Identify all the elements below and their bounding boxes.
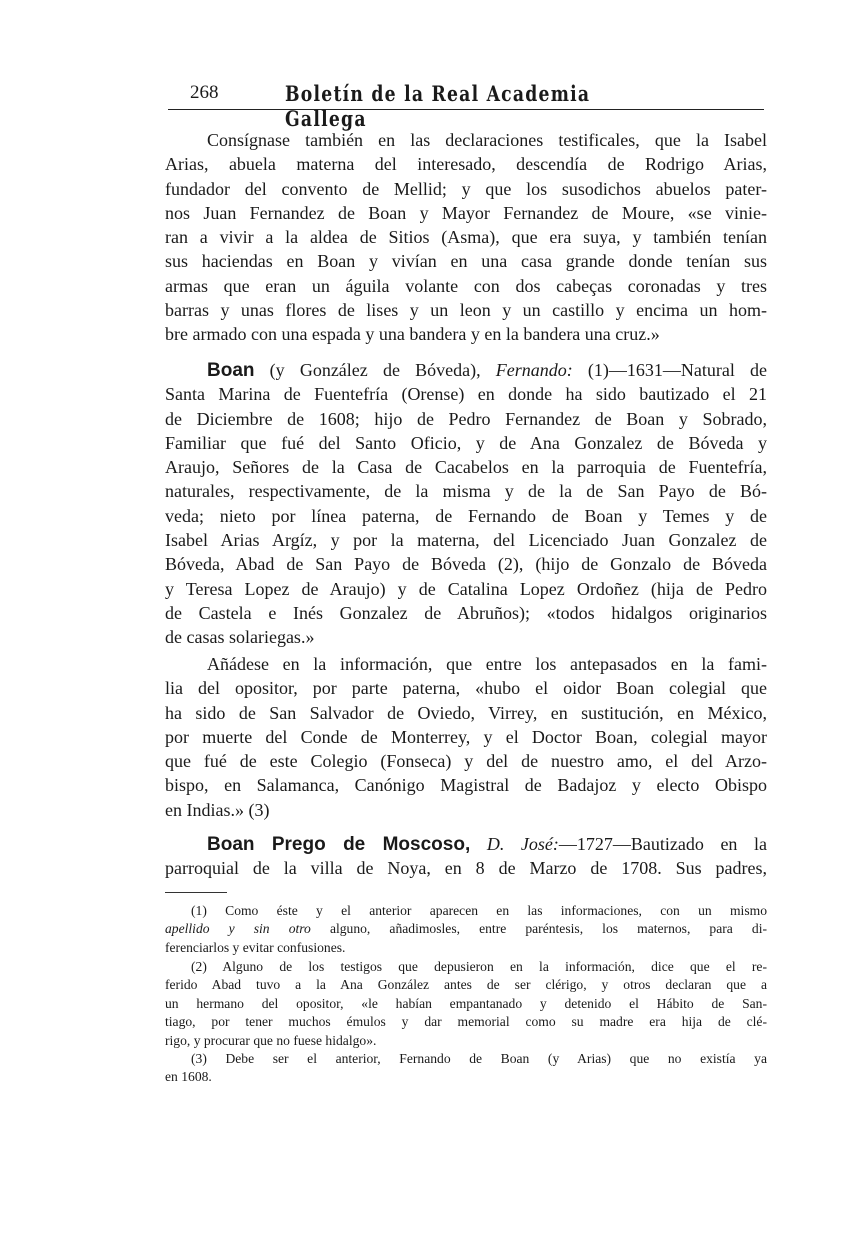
text-line: barras y unas flores de lises y un leon y un castillo y encima un hom-	[165, 300, 767, 321]
text-line: Araujo, Señores de la Casa de Cacabelos en la parroquia de Fuentefría,	[165, 457, 767, 478]
footnote-rule	[165, 892, 227, 893]
text-line: parroquial de la villa de Noya, en 8 de Marzo de 1708. Sus padres,	[165, 858, 767, 879]
text-line	[165, 920, 767, 938]
text-line: ran a vivir a la aldea de Sitios (Asma), que era suya, y también tenían	[165, 227, 767, 248]
text-line: veda; nieto por línea paterna, de Fernando de Boan y Temes y de	[165, 505, 767, 526]
text-line: Arias, abuela materna del interesado, descendía de Rodrigo Arias,	[165, 154, 767, 175]
text-line: en 1608.	[165, 1069, 212, 1085]
text-line: (2) Alguno de los testigos que depusieron en la información, dice que el re-	[191, 959, 767, 974]
paragraph-testimony	[165, 128, 767, 347]
text-line	[165, 358, 767, 382]
entry-name: Boan Prego de Moscoso,	[207, 834, 471, 855]
text-line: Bóveda, Abad de San Payo de Bóveda (2), (hijo de Gonzalo de Bóveda	[165, 554, 767, 575]
text-line	[165, 832, 767, 856]
text-line: lia del opositor, por parte paterna, «hubo el oidor Boan colegial que	[165, 678, 767, 699]
text-segment: alguno, añadimosles, entre paréntesis, los maternos, para di-	[310, 921, 767, 937]
page-number: 268	[190, 82, 219, 103]
text-segment: (y González de Bóveda),	[254, 360, 496, 380]
running-header	[190, 81, 760, 131]
text-line: en Indias.» (3)	[165, 799, 270, 820]
entry-name: Boan	[207, 360, 255, 381]
text-segment: —1727—Bautizado en la	[558, 834, 767, 854]
text-line: Añádese en la información, que entre los antepasados en la fami-	[207, 654, 767, 674]
text-line: (1) Como éste y el anterior aparecen en las informaciones, con un mismo	[191, 903, 767, 918]
entry-boan-prego-jose	[165, 832, 767, 881]
text-line: bispo, en Salamanca, Canónigo Magistral de Badajoz y electo Obispo	[165, 775, 767, 796]
text-line: un hermano del opositor, «le habían empantanado y detenido el Hábito de San-	[165, 995, 767, 1011]
text-line: ferido Abad tuvo a la Ana González antes de ser clérigo, y otros declaran que a	[165, 977, 767, 993]
text-line: fundador del convento de Mellid; y que los susodichos abuelos pater-	[165, 178, 767, 199]
text-line: Santa Marina de Fuentefría (Orense) en donde ha sido bautizado el 21	[165, 384, 767, 405]
text-line: ha sido de San Salvador de Oviedo, Virrey, en sustitución, en México,	[165, 702, 767, 723]
text-line: (3) Debe ser el anterior, Fernando de Boan (y Arias) que no existía ya	[191, 1051, 767, 1066]
text-line: naturales, respectivamente, de la misma y de la de San Payo de Bó-	[165, 481, 767, 502]
journal-title: Boletín de la Real Academia Gallega	[285, 81, 591, 131]
text-line: de casas solariegas.»	[165, 627, 315, 648]
footnote-3	[165, 1050, 767, 1087]
text-line: de Diciembre de 1608; hijo de Pedro Fernandez de Boan y Sobrado,	[165, 408, 767, 429]
text-line: y Teresa Lopez de Araujo) y de Catalina Lopez Ordoñez (hija de Pedro	[165, 578, 767, 599]
text-line: tiago, por tener muchos émulos y dar memorial como su madre era hija de clé-	[165, 1014, 767, 1030]
text-line: armas que eran un águila volante con dos cabeças coronadas y tres	[165, 275, 767, 296]
text-line: nos Juan Fernandez de Boan y Mayor Fernandez de Moure, «se vinie-	[165, 202, 767, 223]
text-line: bre armado con una espada y una bandera y en la bandera una cruz.»	[165, 324, 660, 345]
text-line: Familiar que fué del Santo Oficio, y de Ana Gonzalez de Bóveda y	[165, 432, 767, 453]
text-line: de Castela e Inés Gonzalez de Abruños); «todos hidalgos originarios	[165, 602, 767, 623]
text-line: rigo, y procurar que no fuese hidalgo».	[165, 1032, 377, 1048]
text-line: ferenciarlos y evitar confusiones.	[165, 939, 346, 955]
italic-text: apellido y sin otro	[165, 921, 311, 937]
footnote-2	[165, 958, 767, 1050]
header-rule	[168, 109, 764, 110]
text-line: sus haciendas en Boan y vivían en una casa grande donde tenían sus	[165, 251, 767, 272]
text-line: que fué de este Colegio (Fonseca) y del de nuestro amo, el del Arzo-	[165, 751, 767, 772]
text-segment: (1)—1631—Natural de	[572, 360, 767, 380]
text-line: por muerte del Conde de Monterrey, y el Doctor Boan, colegial mayor	[165, 726, 767, 747]
italic-text: Fernando:	[495, 360, 573, 380]
text-segment	[470, 834, 487, 854]
italic-text: D. José:	[486, 834, 559, 854]
text-line: Isabel Arias Argíz, y por la materna, del Licenciado Juan Gonzalez de	[165, 530, 767, 551]
footnote-1	[165, 902, 767, 957]
text-line: Consígnase también en las declaraciones testificales, que la Isabel	[207, 130, 767, 150]
entry-boan-fernando	[165, 358, 767, 650]
paragraph-ancestors	[165, 652, 767, 822]
